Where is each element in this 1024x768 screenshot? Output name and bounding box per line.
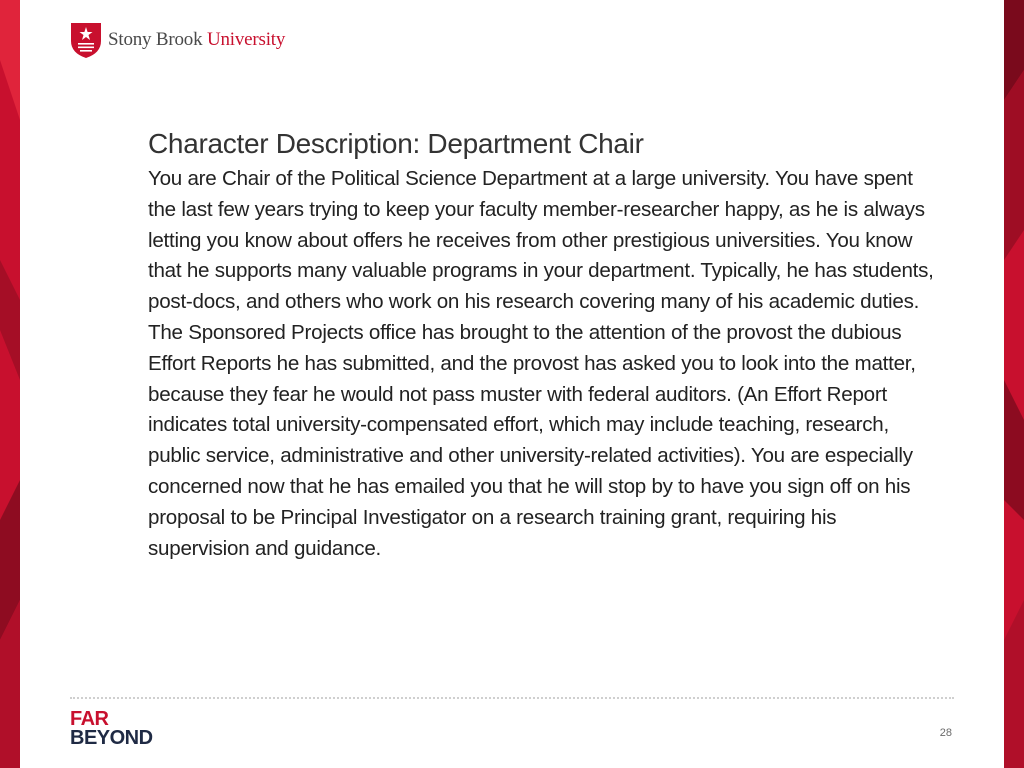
brand-name-part1: Stony Brook <box>108 29 203 50</box>
far-beyond-logo-line1: FAR <box>70 708 109 730</box>
left-edge-decoration <box>0 0 20 768</box>
slide-title: Character Description: Department Chair <box>148 128 644 159</box>
far-beyond-logo-line2: BEYOND <box>70 727 153 749</box>
footer-divider <box>70 697 954 699</box>
university-logo[interactable] <box>70 20 285 60</box>
slide-body-text: You are Chair of the Political Science Department at a large university. You have spent the last few years trying to keep your faculty member-researcher happy, as he is always letting you know about offers he receives from other prestigious universities. You know that he supports many valuable programs in your department. Typically, he has students, post-docs, and others who work on his research covering many of his academic duties. The Sponsored Projects office has brought to the attention of the provost the dubious Effort Reports he has submitted, and the provost has asked you to look into the matter, because they fear he would not pass muster with federal auditors. (An Effort Report indicates total university-compensated effort, which may include teaching, research, public service, administrative and other university-related activities). You are especially concerned now that he has emailed you that he will stop by to have you sign off on his proposal to be Principal Investigator on a research training grant, requiring his supervision and guidance. <box>148 167 934 560</box>
shield-logo-icon <box>70 21 102 59</box>
slide-content <box>148 124 938 564</box>
page-number: 28 <box>939 727 952 739</box>
university-wordmark <box>108 29 285 51</box>
right-edge-decoration <box>1004 0 1024 768</box>
brand-name-part2: University <box>206 29 286 50</box>
far-beyond-logo <box>70 710 153 748</box>
